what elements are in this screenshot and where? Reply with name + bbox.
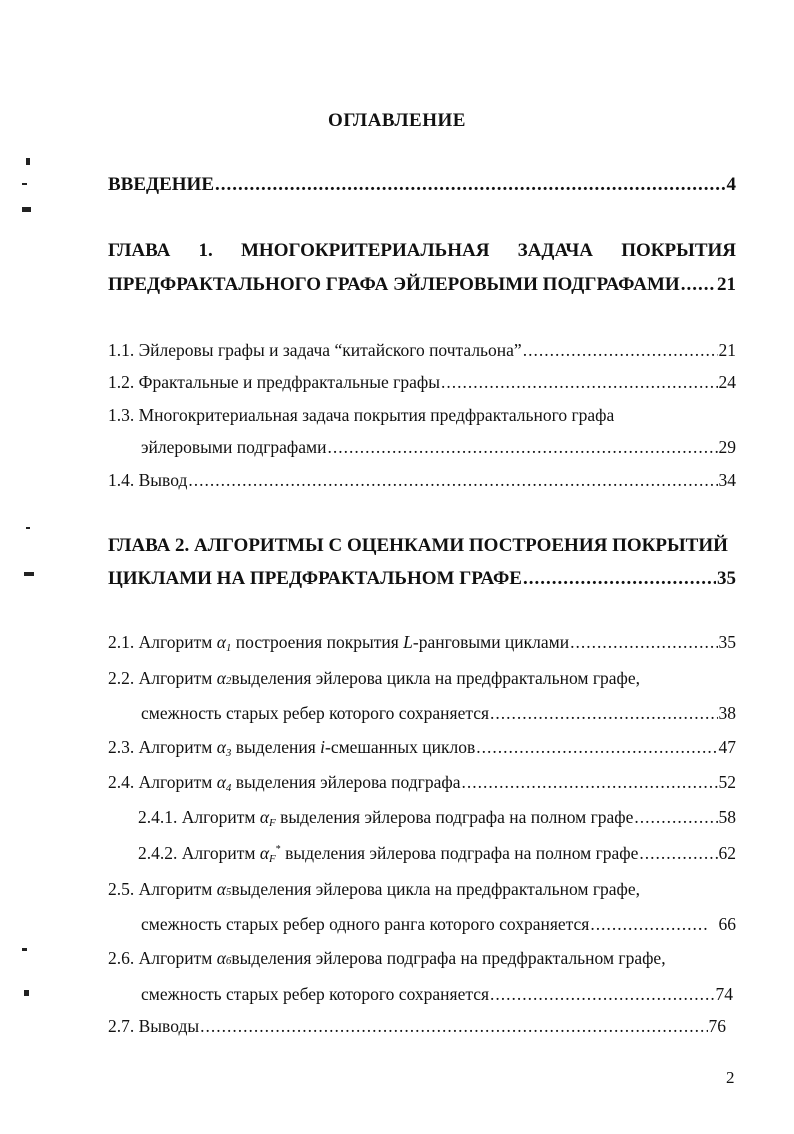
toc-section-2-1[interactable]	[108, 632, 736, 654]
toc-section-2-2-line1[interactable]	[108, 668, 736, 689]
scan-artifact	[22, 183, 27, 185]
alpha-subscript: 5	[225, 886, 232, 898]
leader-dots	[327, 437, 717, 458]
ch2-line2: ЦИКЛАМИ НА ПРЕДФРАКТАЛЬНОМ ГРАФЕ	[108, 568, 522, 589]
leader-dots	[215, 174, 726, 196]
alpha-subscript: F	[269, 817, 276, 829]
alpha-superscript: *	[275, 844, 281, 856]
toc-section-1-4[interactable]	[108, 470, 736, 491]
label-text: выделения эйлерова подграфа на предфрактальном графе,	[231, 948, 666, 968]
toc-section-2-2-line2[interactable]	[141, 703, 736, 724]
toc-intro-page: 4	[726, 174, 736, 195]
label-text: выделения эйлерова подграфа на полном графе	[280, 843, 639, 863]
ch1-line2: ПРЕДФРАКТАЛЬНОГО ГРАФА ЭЙЛЕРОВЫМИ ПОДГРАФАМИ	[108, 274, 680, 295]
toc-intro[interactable]	[108, 174, 736, 196]
leader-dots	[639, 843, 717, 864]
toc-chapter1-line2[interactable]	[108, 274, 736, 296]
toc-section-2-6-line2[interactable]	[141, 984, 733, 1005]
alpha-symbol: α	[259, 843, 270, 863]
ch1-word: ГЛАВА	[108, 240, 171, 261]
section-page: 21	[718, 340, 736, 360]
toc-section-1-3-line1[interactable]	[108, 405, 736, 426]
leader-dots	[188, 470, 717, 491]
label-text: выделения эйлерова цикла на предфрактальном графе,	[231, 668, 640, 688]
ch1-page: 21	[717, 274, 736, 295]
alpha-symbol: α	[216, 737, 226, 757]
leader-dots	[441, 372, 718, 393]
leader-dots	[490, 984, 714, 1005]
label-variable: L	[403, 632, 413, 652]
alpha-symbol: α	[216, 632, 226, 652]
section-page: 35	[718, 632, 736, 652]
scan-artifact	[24, 990, 29, 996]
label-text: выделения	[231, 737, 321, 757]
leader-dots	[590, 914, 708, 935]
toc-section-1-2[interactable]	[108, 372, 736, 393]
alpha-symbol: α	[216, 879, 226, 899]
toc-section-2-7[interactable]	[108, 1016, 726, 1037]
label-prefix: 2.4. Алгоритм	[108, 772, 213, 792]
label-variable: i	[320, 737, 325, 757]
section-page: 66	[718, 914, 736, 934]
section-label	[138, 843, 638, 865]
ch1-word: ПОКРЫТИЯ	[621, 240, 736, 261]
alpha-subscript: 4	[225, 782, 232, 794]
alpha-symbol: α	[216, 772, 226, 792]
label-text: построения покрытия	[231, 632, 404, 652]
section-page: 47	[718, 737, 736, 757]
label-prefix: 2.4.1. Алгоритм	[138, 807, 256, 827]
scan-artifact	[26, 158, 30, 165]
label-text: выделения эйлерова подграфа на полном графе	[275, 807, 634, 827]
scan-artifact	[24, 572, 34, 576]
label-text: -смешанных циклов	[325, 737, 476, 757]
section-label	[138, 807, 633, 829]
label-prefix: 2.6. Алгоритм	[108, 948, 213, 968]
section-page: 38	[718, 703, 736, 723]
alpha-subscript: 2	[225, 675, 232, 687]
section-page: 29	[718, 437, 736, 457]
section-page: 74	[715, 984, 733, 1004]
toc-section-2-6-line1[interactable]	[108, 948, 736, 969]
leader-dots	[634, 807, 717, 828]
label-text: выделения эйлерова подграфа	[231, 772, 461, 792]
alpha-symbol: α	[216, 948, 226, 968]
section-page: 62	[718, 843, 736, 863]
toc-section-2-5-line1[interactable]	[108, 879, 736, 900]
toc-chapter2-line1[interactable]	[108, 535, 736, 557]
leader-dots	[476, 737, 717, 758]
label-prefix: 2.3. Алгоритм	[108, 737, 213, 757]
ch1-word: 1.	[198, 240, 213, 261]
section-label: 1.1. Эйлеровы графы и задача “китайского почтальона”	[108, 340, 522, 360]
ch2-line1: ГЛАВА 2. АЛГОРИТМЫ С ОЦЕНКАМИ ПОСТРОЕНИЯ ПОКРЫТИЙ	[108, 535, 728, 556]
page-number: 2	[726, 1068, 735, 1087]
ch2-page: 35	[717, 568, 736, 589]
ch1-word: ЗАДАЧА	[517, 240, 593, 261]
section-label: 1.2. Фрактальные и предфрактальные графы	[108, 372, 440, 392]
toc-section-1-1[interactable]	[108, 340, 736, 361]
alpha-subscript: F	[269, 853, 276, 865]
section-page: 58	[718, 807, 736, 827]
alpha-subscript: 1	[225, 642, 232, 654]
toc-section-1-3-line2[interactable]	[141, 437, 736, 458]
section-label	[108, 772, 460, 794]
section-label	[108, 632, 569, 654]
section-label: эйлеровыми подграфами	[141, 437, 327, 457]
section-label: 1.4. Вывод	[108, 470, 188, 490]
toc-section-2-4[interactable]	[108, 772, 736, 794]
section-page: 24	[718, 372, 736, 392]
leader-dots	[461, 772, 717, 793]
section-page: 52	[718, 772, 736, 792]
section-label: смежность старых ребер которого сохраняется	[141, 703, 490, 723]
section-label	[108, 737, 475, 759]
scan-artifact	[22, 207, 31, 212]
alpha-subscript: 3	[225, 747, 232, 759]
alpha-subscript: 6	[225, 955, 232, 967]
leader-dots	[570, 632, 717, 653]
toc-section-2-5-line2[interactable]	[141, 914, 736, 935]
page-title: ОГЛАВЛЕНИЕ	[328, 110, 466, 131]
label-text: выделения эйлерова цикла на предфрактальном графе,	[231, 879, 640, 899]
leader-dots	[681, 274, 716, 296]
leader-dots	[200, 1016, 707, 1037]
leader-dots	[523, 568, 716, 590]
leader-dots	[490, 703, 717, 724]
label-prefix: 2.1. Алгоритм	[108, 632, 213, 652]
toc-chapter1-line1[interactable]	[108, 240, 736, 262]
ch1-word: МНОГОКРИТЕРИАЛЬНАЯ	[241, 240, 490, 261]
scan-artifact	[22, 948, 27, 951]
toc-section-2-3[interactable]	[108, 737, 736, 759]
alpha-symbol: α	[216, 668, 226, 688]
label-prefix: 2.5. Алгоритм	[108, 879, 213, 899]
toc-chapter2-line2[interactable]	[108, 568, 736, 590]
label-text: -ранговыми циклами	[412, 632, 570, 652]
leader-dots	[523, 340, 718, 361]
toc-intro-label: ВВЕДЕНИЕ	[108, 174, 214, 195]
alpha-symbol: α	[259, 807, 270, 827]
scan-artifact	[26, 527, 30, 529]
label-prefix: 2.2. Алгоритм	[108, 668, 213, 688]
section-label: смежность старых ребер одного ранга которого сохраняется	[141, 914, 590, 934]
section-label: 1.3. Многокритериальная задача покрытия предфрактального графа	[108, 405, 615, 425]
label-prefix: 2.4.2. Алгоритм	[138, 843, 256, 863]
toc-section-2-4-1[interactable]	[138, 807, 736, 829]
section-label: 2.7. Выводы	[108, 1016, 200, 1036]
toc-section-2-4-2[interactable]	[138, 843, 736, 865]
section-page: 34	[718, 470, 736, 490]
section-label: смежность старых ребер которого сохраняется	[141, 984, 490, 1004]
section-page: 76	[708, 1016, 726, 1036]
